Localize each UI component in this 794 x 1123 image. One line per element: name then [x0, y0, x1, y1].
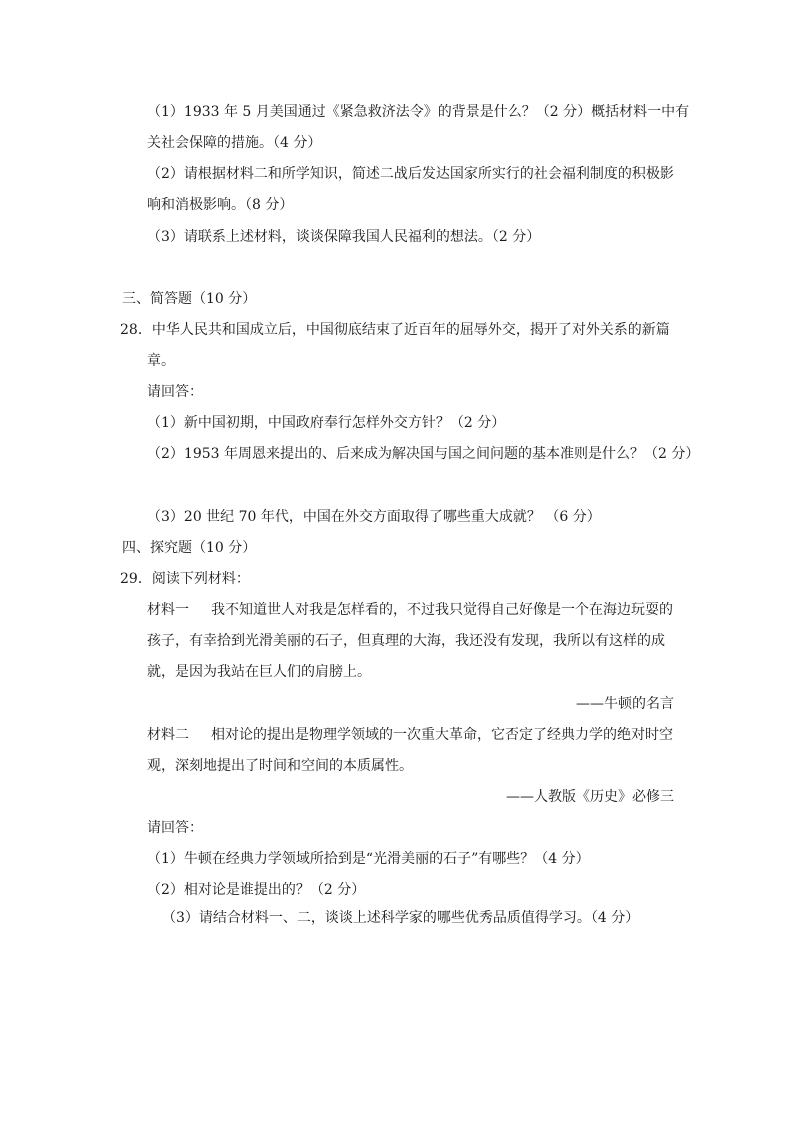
q27-sub2-line2: 响和消极影响。（8 分）	[147, 197, 294, 213]
q29-intro: 29．阅读下列材料：	[120, 571, 250, 587]
q29-sub3: （3）请结合材料一、二，谈谈上述科学家的哪些优秀品质值得学习。（4 分）	[162, 910, 640, 926]
material2-line1	[147, 725, 673, 745]
material1-line2: 孩子，有幸拾到光滑美丽的石子，但真理的大海，我还没有发现，我所以有这样的成	[147, 633, 665, 649]
q28-sub3: （3）20 世纪 70 年代，中国在外交方面取得了哪些重大成就？ （6 分）	[147, 509, 601, 525]
q29-sub2: （2）相对论是谁提出的？（2 分）	[147, 882, 366, 898]
material1-source: ——牛顿的名言	[576, 696, 674, 712]
q29-sub1: （1）牛顿在经典力学领域所拾到是“光滑美丽的石子”有哪些？（4 分）	[147, 851, 590, 867]
q27-sub2-line1: （2）请根据材料二和所学知识，简述二战后发达国家所实行的社会福利制度的积极影	[147, 166, 674, 182]
q27-sub1-line1: （1）1933 年 5 月美国通过《紧急救济法令》的背景是什么？（2 分）概括材料一中有	[147, 104, 690, 120]
material1-label: 材料一	[147, 602, 189, 618]
q27-sub1-line2: 关社会保障的措施。（4 分）	[147, 135, 322, 151]
material1-text-line1: 我不知道世人对我是怎样看的，不过我只觉得自己好像是一个在海边玩耍的	[211, 602, 673, 618]
material2-line2: 观，深刻地提出了时间和空间的本质属性。	[147, 758, 413, 774]
material1-line3: 就，是因为我站在巨人们的肩膀上。	[147, 664, 371, 680]
material2-source: ——人教版《历史》必修三	[506, 789, 674, 805]
section4-heading: 四、探究题（10 分）	[122, 540, 257, 556]
material1-line1	[147, 600, 673, 620]
q28-line1: 28．中华人民共和国成立后，中国彻底结束了近百年的屈辱外交，揭开了对外关系的新篇	[120, 322, 670, 338]
material2-label: 材料二	[147, 727, 189, 743]
q28-prompt: 请回答：	[147, 384, 203, 400]
q29-prompt: 请回答：	[147, 820, 203, 836]
section3-heading: 三、简答题（10 分）	[122, 291, 257, 307]
q28-sub1: （1）新中国初期，中国政府奉行怎样外交方针？（2 分）	[147, 415, 506, 431]
q27-sub3: （3）请联系上述材料，谈谈保障我国人民福利的想法。（2 分）	[147, 229, 541, 245]
material2-text-line1: 相对论的提出是物理学领域的一次重大革命，它否定了经典力学的绝对时空	[211, 727, 673, 743]
q28-sub2: （2）1953 年周恩来提出的、后来成为解决国与国之间问题的基本准则是什么？（2 分）	[147, 446, 700, 462]
q28-line2: 章。	[147, 353, 175, 369]
